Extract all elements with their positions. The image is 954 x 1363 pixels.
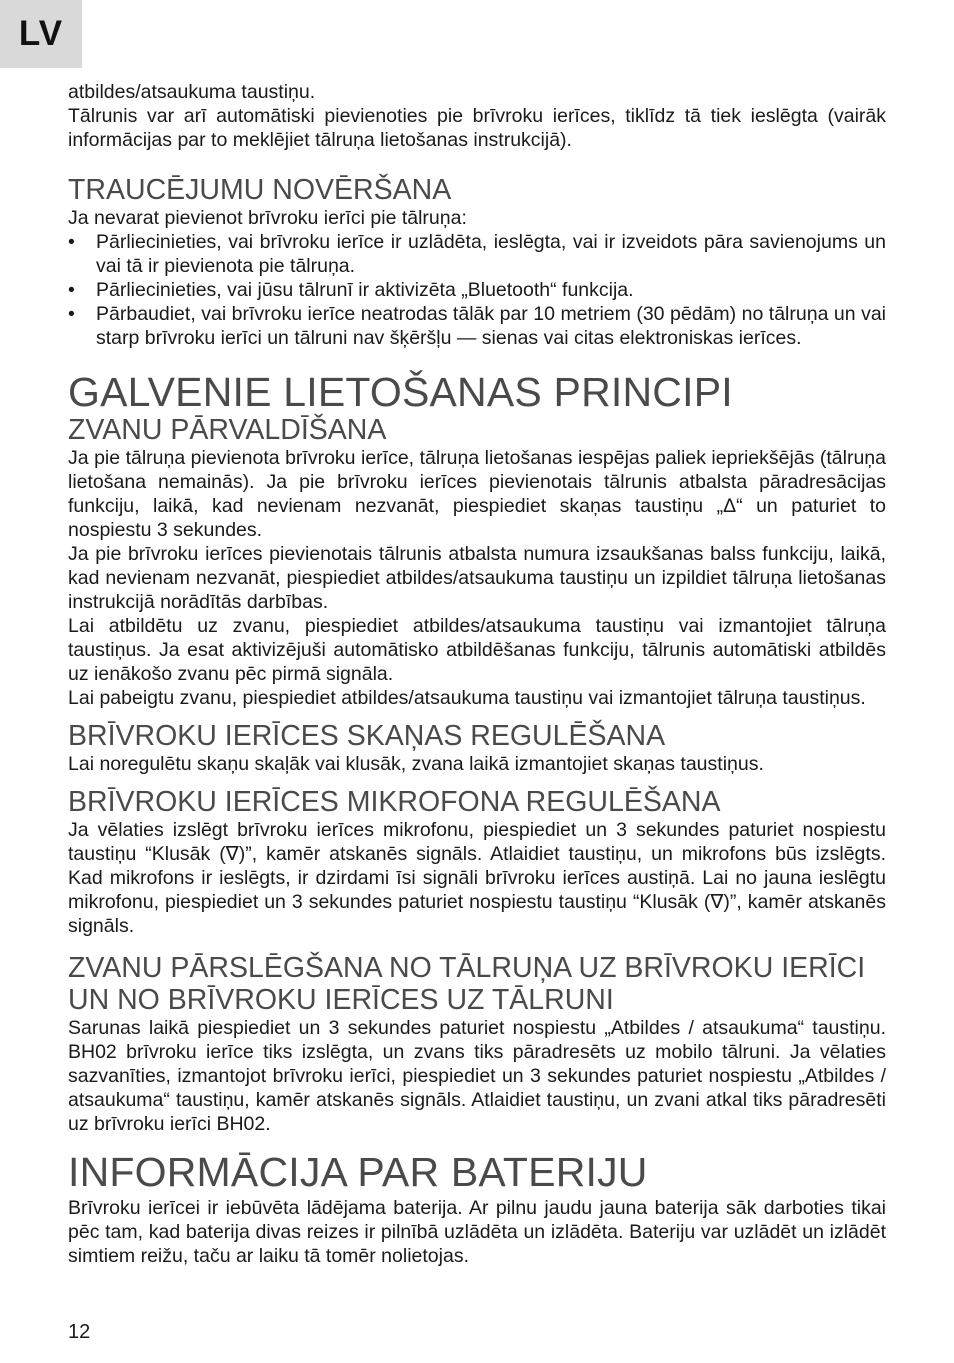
troubleshooting-list [68,230,886,350]
battery-paragraph: Brīvroku ierīcei ir iebūvēta lādējama baterija. Ar pilnu jaudu jauna baterija sāk darboties tikai pēc tam, kad baterija divas reizes ir pilnībā uzlādēta un izlādēta. Bateriju var uzlādēt un izlādēt simtiem reižu, taču ar laiku tā tomēr nolietojas. [68,1197,886,1267]
call-management-paragraph: Lai atbildētu uz zvanu, piespiediet atbildes/atsaukuma taustiņu vai izmantojiet tālruņa taustiņus. Ja esat aktivizējuši automātisko atbildēšanas funkciju, tālrunis automātiski atbildēs uz ienākošo zvanu pēc pirmā signāla. [68,615,886,685]
intro-paragraph-1: atbildes/atsaukuma taustiņu. [68,81,316,103]
microphone-paragraph: Ja vēlaties izslēgt brīvroku ierīces mikrofonu, piespiediet un 3 sekundes paturiet nospiestu taustiņu “Klusāk (∇)”, kamēr atskanēs signāls. Atlaidiet taustiņu, un mikrofons būs izslēgts. Kad mikrofons ir ieslēgts, ir dzirdami īsi signāli brīvroku ierīces austiņā. Lai no jauna ieslēgtu mikrofonu, piespiediet un 3 sekundes paturiet nospiestu taustiņu “Klusāk (∇)”, kamēr atskanēs signāls. [68,819,886,937]
list-item: • Pārliecinieties, vai jūsu tālrunī ir aktivizēta „Bluetooth“ funkcija. [68,278,886,302]
call-management-heading: ZVANU PĀRVALDĪŠANA [68,414,387,446]
page-content [68,80,886,1268]
battery-heading: INFORMĀCIJA PAR BATERIJU [68,1149,648,1195]
transfer-heading: ZVANU PĀRSLĒGŠANA NO TĀLRUŅA UZ BRĪVROKU IERĪCI UN NO BRĪVROKU IERĪCES UZ TĀLRUNI [68,952,866,1016]
list-item: • Pārliecinieties, vai brīvroku ierīce ir uzlādēta, ieslēgta, vai ir izveidots pāra savienojums un vai tā ir pievienota pie tālruņa. [68,230,886,278]
troubleshooting-lead: Ja nevarat pievienot brīvroku ierīci pie tālruņa: [68,207,467,229]
page-number: 12 [68,1321,91,1343]
troubleshooting-heading: TRAUCĒJUMU NOVĒRŠANA [68,174,452,206]
volume-paragraph: Lai noregulētu skaņu skaļāk vai klusāk, zvana laikā izmantojiet skaņas taustiņus. [68,753,764,775]
basics-heading: GALVENIE LIETOŠANAS PRINCIPI [68,369,733,415]
intro-paragraph-2: Tālrunis var arī automātiski pievienoties pie brīvroku ierīces, tiklīdz tā tiek ieslēgta (vairāk informācijas par to meklējiet tālruņa lietošanas instrukcijā). [68,105,886,151]
volume-heading: BRĪVROKU IERĪCES SKAŅAS REGULĒŠANA [68,720,666,752]
call-management-paragraph: Ja pie brīvroku ierīces pievienotais tālrunis atbalsta numura izsaukšanas balss funkciju, laikā, kad nevienam nezvanāt, piespiediet atbildes/atsaukuma taustiņu un izpildiet tālruņa lietošanas instrukcijā norādītās darbības. [68,543,886,613]
call-management-paragraph: Ja pie tālruņa pievienota brīvroku ierīce, tālruņa lietošanas iespējas paliek iepriekšējās (tālruņa lietošana nemainās). Ja pie brīvroku ierīces pievienotais tālrunis atbalsta pāradresācijas funkciju, laikā, kad nevienam nezvanāt, piespiediet skaņas taustiņu „Δ“ un paturiet to nospiestu 3 sekundes. [68,447,886,541]
microphone-heading: BRĪVROKU IERĪCES MIKROFONA REGULĒŠANA [68,786,721,818]
call-management-paragraph: Lai pabeigtu zvanu, piespiediet atbildes/atsaukuma taustiņu vai izmantojiet tālruņa taustiņus. [68,687,866,709]
list-item: • Pārbaudiet, vai brīvroku ierīce neatrodas tālāk par 10 metriem (30 pēdām) no tālruņa un vai starp brīvroku ierīci un tālruni nav šķēršļu — sienas vai citas elektroniskas ierīces. [68,302,886,350]
language-tab: LV [0,0,82,68]
transfer-paragraph: Sarunas laikā piespiediet un 3 sekundes paturiet nospiestu „Atbildes / atsaukuma“ taustiņu. BH02 brīvroku ierīce tiks izslēgta, un zvans tiks pāradresēts uz mobilo tālruni. Ja vēlaties sazvanīties, izmantojot brīvroku ierīci, piespiediet un 3 sekundes paturiet nospiestu „Atbildes / atsaukuma“ taustiņu, kamēr atskanēs signāls. Atlaidiet taustiņu, un zvani atkal tiks pāradresēti uz brīvroku ierīci BH02. [68,1017,886,1135]
